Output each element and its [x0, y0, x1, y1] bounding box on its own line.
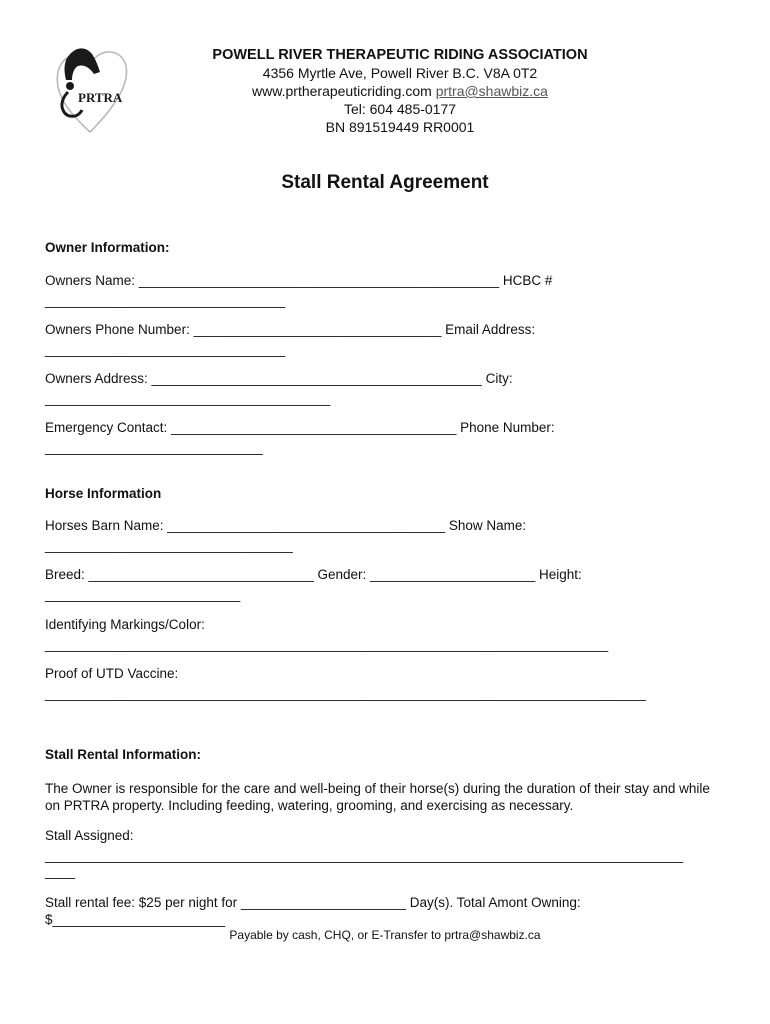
barn-name-field[interactable]: Horses Barn Name: _____________________________________ Show Name: [45, 518, 527, 533]
org-website[interactable]: www.prtherapeuticriding.com [252, 83, 432, 99]
markings-field[interactable]: ___________________________________________________________________________ [45, 637, 609, 652]
stall-assigned-field-cont[interactable]: ____ [45, 864, 76, 879]
email-field[interactable]: ________________________________ [45, 342, 286, 357]
logo-rider-head [66, 82, 74, 90]
vaccine-label: Proof of UTD Vaccine: [45, 666, 179, 681]
total-owing-field[interactable]: $_______________________ [45, 912, 226, 927]
emergency-contact-field[interactable]: Emergency Contact: ______________________________________ Phone Number: [45, 420, 555, 435]
height-field[interactable]: __________________________ [45, 587, 241, 602]
stall-assigned-field[interactable]: _____________________________________________________________________________________ [45, 848, 684, 863]
stall-assigned-label: Stall Assigned: [45, 828, 134, 843]
payment-footer: Payable by cash, CHQ, or E-Transfer to prtra@shawbiz.ca [229, 928, 541, 942]
rental-fee-field[interactable]: Stall rental fee: $25 per night for ______________________ Day(s). Total Amont Owning: [45, 895, 581, 910]
vaccine-field[interactable]: ________________________________________________________________________________ [45, 686, 646, 701]
stall-section-heading: Stall Rental Information: [45, 747, 202, 762]
prtra-logo [48, 40, 130, 138]
horse-section-heading: Horse Information [45, 486, 162, 501]
markings-label: Identifying Markings/Color: [45, 617, 205, 632]
owner-section-heading: Owner Information: [45, 240, 170, 255]
logo-text: PRTRA [78, 90, 123, 105]
org-address: 4356 Myrtle Ave, Powell River B.C. V8A 0T2 [262, 65, 538, 81]
show-name-field[interactable]: _________________________________ [45, 538, 293, 553]
owners-name-field[interactable]: Owners Name: ________________________________________________ HCBC # [45, 273, 553, 288]
breed-gender-field[interactable]: Breed: ______________________________ Gender: ______________________ Height: [45, 567, 582, 582]
city-field[interactable]: ______________________________________ [45, 391, 331, 406]
org-contact-line [200, 82, 600, 100]
emergency-phone-field[interactable]: _____________________________ [45, 440, 263, 455]
org-tel: Tel: 604 485-0177 [343, 101, 457, 117]
org-name: POWELL RIVER THERAPEUTIC RIDING ASSOCIATION [212, 47, 588, 63]
responsibility-paragraph: The Owner is responsible for the care and well-being of their horse(s) during the duration of their stay and while on PRTRA property. Including feeding, watering, grooming, and exercising as necessary. [45, 781, 710, 813]
org-header [200, 46, 600, 136]
logo-horse-head [65, 48, 101, 80]
owners-address-field[interactable]: Owners Address: ____________________________________________ City: [45, 371, 513, 386]
org-bn: BN 891519449 RR0001 [325, 119, 475, 135]
hcbc-field[interactable]: ________________________________ [45, 293, 286, 308]
owners-phone-field[interactable]: Owners Phone Number: _________________________________ Email Address: [45, 322, 536, 337]
org-email-link[interactable]: prtra@shawbiz.ca [435, 83, 548, 99]
document-title: Stall Rental Agreement [281, 172, 489, 193]
